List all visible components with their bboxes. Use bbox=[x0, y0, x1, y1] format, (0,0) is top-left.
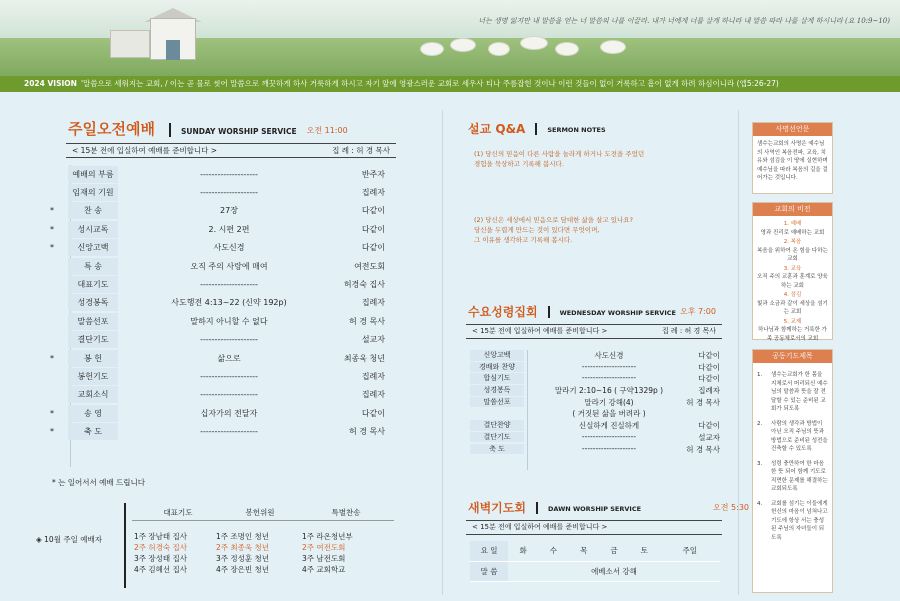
sheep-icon bbox=[420, 42, 444, 56]
column-divider bbox=[442, 110, 443, 595]
order-content: 사도신경 bbox=[594, 351, 624, 360]
order-label: 봉헌기도 bbox=[68, 368, 118, 385]
sheep-icon bbox=[520, 36, 548, 50]
sermon-title-row bbox=[468, 120, 606, 137]
order-leader: 다같이 bbox=[698, 421, 720, 431]
stand-mark: * bbox=[50, 243, 54, 253]
order-leader: 다같이 bbox=[698, 351, 720, 360]
question-line: (2) 당신은 세상에서 믿음으로 담대한 삶을 살고 있나요? bbox=[474, 216, 633, 224]
dawn-title: 새벽기도회 bbox=[468, 501, 526, 515]
prayer-item bbox=[757, 460, 828, 494]
order-label: 결단기도 bbox=[68, 331, 118, 348]
order-leader: 다같이 bbox=[698, 374, 720, 384]
mission-title: 사명선언문 bbox=[753, 123, 832, 136]
order-content: 말하지 아니할 수 없다 bbox=[190, 316, 268, 326]
order-label: 결단기도 bbox=[470, 432, 524, 443]
order-row bbox=[470, 362, 720, 374]
wednesday-presider: 집 례 : 허 경 목사 bbox=[661, 327, 716, 335]
wednesday-notice-bar bbox=[466, 324, 722, 339]
order-row bbox=[470, 432, 720, 444]
dawn-word-row bbox=[470, 561, 720, 581]
stand-mark: * bbox=[50, 427, 54, 437]
dawn-notice-bar bbox=[466, 520, 722, 535]
order-row bbox=[52, 275, 397, 293]
order-content: 2. 시편 2편 bbox=[208, 224, 250, 234]
order-row bbox=[52, 422, 397, 440]
order-row bbox=[52, 312, 397, 330]
sunday-order-list bbox=[52, 165, 397, 441]
order-content: 삶으로 bbox=[217, 353, 241, 363]
assign-cell: 3주 정성훈 청년 bbox=[216, 554, 270, 563]
dawn-day: 주일 bbox=[659, 541, 720, 561]
vision-text: '말씀으로 세워지는 교회, / 이는 곧 물로 씻어 말씀으로 깨끗하게 하사 거룩하게 하시고 자기 앞에 영광스러운 교회로 세우사 티나 주름잡힌 것이나 이런 것들이 없이 거룩하고 흠이 없게 하려 하심이니라 (엡5:26-27) bbox=[80, 79, 779, 88]
order-leader: 여전도회 bbox=[354, 261, 385, 271]
order-label: 말씀선포 bbox=[68, 313, 118, 330]
order-content: ( 거짓된 삶을 버려라 ) bbox=[572, 409, 646, 419]
order-row bbox=[470, 444, 720, 456]
order-leader: 최종욱 청년 bbox=[343, 353, 385, 363]
prayer-item-number: 4. bbox=[757, 500, 763, 507]
sunday-presider: 집 례 : 허 경 목사 bbox=[332, 146, 390, 155]
dawn-days-row bbox=[470, 541, 720, 561]
prayer-item-text: 샘수는교회가 한 몸을 지체로서 머리되신 예수님의 말씀과 뜻을 잘 전달할 수 있는 준비된 교회가 되도록 bbox=[771, 372, 828, 412]
order-leader: 반주자 bbox=[361, 169, 385, 179]
order-content: 말라기 강해(4) bbox=[584, 397, 634, 407]
header-banner bbox=[0, 0, 900, 76]
sunday-title: 주일오전예배 bbox=[68, 120, 155, 138]
dawn-day: 화 bbox=[508, 541, 538, 561]
prayer-card bbox=[752, 349, 833, 593]
order-row bbox=[470, 385, 720, 397]
assign-cell: 2주 여전도회 bbox=[302, 543, 346, 552]
order-leader: 다같이 bbox=[361, 224, 385, 234]
prayer-list bbox=[753, 363, 832, 552]
order-label: 신앙고백 bbox=[470, 350, 524, 361]
order-row bbox=[470, 373, 720, 385]
vision-card bbox=[752, 202, 833, 340]
order-label: 송 영 bbox=[68, 405, 118, 422]
order-content: -------------------- bbox=[200, 188, 258, 198]
order-row bbox=[52, 404, 397, 422]
assign-cell: 1주 장남태 집사 bbox=[134, 532, 188, 541]
dawn-day: 수 bbox=[538, 541, 568, 561]
sunday-title-row bbox=[68, 118, 348, 139]
question-line: 경험을 묵상하고 기록해 봅시다. bbox=[474, 160, 564, 168]
title-divider bbox=[169, 123, 171, 137]
assign-cell: 3주 장성태 집사 bbox=[134, 554, 188, 563]
order-content: -------------------- bbox=[581, 373, 637, 383]
sheep-icon bbox=[488, 42, 510, 56]
wednesday-title-en: WEDNESDAY WORSHIP SERVICE bbox=[559, 309, 676, 317]
prayer-item-number: 3. bbox=[757, 460, 763, 467]
assign-cell: 1주 라온청년부 bbox=[302, 532, 353, 541]
order-row bbox=[52, 331, 397, 349]
order-row bbox=[470, 420, 720, 432]
order-leader: 허 경 목사 bbox=[686, 444, 720, 454]
stand-footnote: * 는 일어서서 예배 드립니다 bbox=[52, 478, 145, 487]
assign-header: 대표기도 bbox=[163, 508, 193, 517]
order-label: 봉 헌 bbox=[68, 350, 118, 367]
dawn-notice: < 15분 전에 입실하여 예배를 준비합니다 > bbox=[472, 523, 608, 531]
sermon-title: 설교 Q&A bbox=[468, 122, 526, 136]
question-line: 당신을 두렵게 만드는 것이 있다면 무엇이며, bbox=[474, 226, 600, 234]
order-label: 말씀선포 bbox=[470, 397, 524, 408]
prayer-item bbox=[757, 420, 828, 454]
order-leader: 허 경 목사 bbox=[349, 427, 385, 437]
order-leader: 허 경 목사 bbox=[686, 397, 720, 407]
dawn-word: 에베소서 강해 bbox=[508, 561, 720, 581]
banner-building bbox=[110, 30, 150, 58]
order-row bbox=[470, 408, 720, 420]
vision-item-text: 복음을 위하여 온 힘을 다하는 교회 bbox=[757, 247, 828, 262]
dawn-title-row bbox=[468, 499, 749, 516]
prayer-title: 공동기도제목 bbox=[753, 350, 832, 363]
assign-header: 특별찬송 bbox=[331, 508, 361, 517]
wednesday-title-row bbox=[468, 303, 716, 320]
order-content: 사도신경 bbox=[213, 243, 245, 253]
order-content: -------------------- bbox=[581, 443, 637, 453]
title-divider bbox=[535, 123, 537, 135]
order-label: 대표기도 bbox=[68, 276, 118, 293]
vision-year: 2024 VISION bbox=[24, 79, 77, 88]
column-divider bbox=[738, 110, 739, 595]
order-row bbox=[52, 294, 397, 312]
order-content: 신실하게 진실하게 bbox=[578, 421, 640, 431]
sunday-notice: < 15분 전에 입실하여 예배를 준비합니다 > bbox=[72, 146, 218, 155]
order-content: -------------------- bbox=[581, 361, 637, 371]
wednesday-order-list bbox=[470, 350, 720, 455]
prayer-item-text: 사람의 생각과 방법이 아닌 오직 주님의 뜻과 방법으로 준비된 성전을 건축할 수 있도록 bbox=[771, 420, 828, 452]
order-leader: 설교자 bbox=[361, 335, 385, 345]
prayer-item bbox=[757, 371, 828, 414]
assign-cell: 4주 장은빈 청년 bbox=[216, 565, 270, 574]
prayer-item-text: 교회를 섬기는 이들에게 헌신의 마음이 넘쳐나고 기도에 항상 서는 충성된 주님의 자녀들이 되도록 bbox=[771, 500, 828, 541]
dawn-day-label: 요 일 bbox=[470, 541, 508, 561]
prayer-item-number: 2. bbox=[757, 420, 763, 427]
dawn-day: 목 bbox=[569, 541, 599, 561]
order-leader: 집례자 bbox=[361, 390, 385, 400]
sermon-title-en: SERMON NOTES bbox=[547, 126, 606, 134]
dawn-schedule-table bbox=[470, 541, 720, 582]
order-leader: 다같이 bbox=[361, 206, 385, 216]
order-content: -------------------- bbox=[200, 427, 258, 437]
order-row bbox=[52, 367, 397, 385]
order-label: 신앙고백 bbox=[68, 239, 118, 256]
dawn-title-en: DAWN WORSHIP SERVICE bbox=[547, 505, 642, 513]
dawn-day: 금 bbox=[599, 541, 629, 561]
order-label: 경배와 찬양 bbox=[470, 362, 524, 373]
stand-mark: * bbox=[50, 206, 54, 216]
order-content: 사도행전 4:13~22 (신약 192p) bbox=[171, 298, 287, 308]
stand-mark: * bbox=[50, 353, 54, 363]
sunday-time: 오전 11:00 bbox=[306, 126, 348, 135]
order-row bbox=[52, 220, 397, 238]
order-row bbox=[52, 165, 397, 183]
order-content: 27장 bbox=[220, 206, 238, 216]
order-label: 축 도 bbox=[68, 423, 118, 440]
order-label: 성경봉독 bbox=[470, 385, 524, 396]
order-leader: 허경숙 집사 bbox=[343, 280, 385, 290]
order-leader: 다같이 bbox=[361, 243, 385, 253]
order-leader: 설교자 bbox=[698, 432, 720, 442]
vision-title: 교회의 비전 bbox=[753, 203, 832, 216]
wednesday-title: 수요성령집회 bbox=[468, 305, 538, 319]
order-row bbox=[52, 257, 397, 275]
order-row bbox=[470, 350, 720, 362]
order-label: 특 송 bbox=[68, 258, 118, 275]
assign-cell: 4주 김혜선 집사 bbox=[134, 565, 188, 574]
order-row bbox=[470, 397, 720, 409]
prayer-item bbox=[757, 500, 828, 543]
vision-item-text: 영과 진리로 예배하는 교회 bbox=[760, 229, 825, 236]
assign-cell: 2주 허경숙 집사 bbox=[134, 543, 188, 552]
wednesday-notice: < 15분 전에 입실하여 예배를 준비합니다 > bbox=[472, 327, 608, 335]
assign-cell: 3주 남전도회 bbox=[302, 554, 346, 563]
vision-item-number: 3. 교육 bbox=[783, 265, 802, 272]
order-label: 찬 송 bbox=[68, 202, 118, 219]
prayer-item-text: 성령 충만하여 한 마음 한 뜻 되어 함께 기도로 직면한 문제를 해결하는 교회되도록 bbox=[771, 460, 828, 492]
order-content: -------------------- bbox=[581, 431, 637, 441]
title-divider bbox=[536, 502, 538, 514]
assignments-label: ◈ 10월 주일 예배자 bbox=[36, 535, 102, 544]
order-content: -------------------- bbox=[200, 371, 258, 381]
assignments-table bbox=[124, 503, 396, 588]
order-leader: 집례자 bbox=[698, 386, 720, 396]
order-content: -------------------- bbox=[200, 390, 258, 400]
order-row bbox=[52, 386, 397, 404]
order-content: -------------------- bbox=[200, 280, 258, 290]
order-leader: 집례자 bbox=[361, 298, 385, 308]
order-content: -------------------- bbox=[200, 335, 258, 345]
mission-card bbox=[752, 122, 833, 194]
order-label: 임재의 기원 bbox=[68, 184, 118, 201]
assign-header: 봉헌위원 bbox=[245, 508, 275, 517]
order-label: 성경봉독 bbox=[68, 294, 118, 311]
vision-item-number: 1. 예배 bbox=[783, 221, 802, 227]
sermon-question-2 bbox=[474, 215, 633, 245]
order-row bbox=[52, 239, 397, 257]
order-label: 합심기도 bbox=[470, 373, 524, 384]
assign-cell: 4주 교회학교 bbox=[302, 565, 346, 574]
vision-list bbox=[753, 216, 832, 348]
prayer-item-number: 1. bbox=[757, 372, 763, 378]
assign-cell: 2주 최종욱 청년 bbox=[216, 543, 270, 552]
dawn-day: 토 bbox=[629, 541, 659, 561]
sunday-notice-bar bbox=[66, 143, 396, 158]
mission-text: 샘수는교회의 사명은 예수님의 사역인 복음전파, 교육, 치유와 섬김을 이 땅에 실현하며 예수님을 따라 복음의 길을 걸어가는 것입니다. bbox=[757, 141, 828, 181]
order-content: 십자가의 전달자 bbox=[200, 408, 258, 418]
stand-mark: * bbox=[50, 224, 54, 234]
order-leader: 다같이 bbox=[361, 408, 385, 418]
dawn-word-label: 말 씀 bbox=[470, 561, 508, 581]
question-line: 그 이유를 생각하고 기록해 봅시다. bbox=[474, 236, 573, 244]
sermon-question-1 bbox=[474, 149, 644, 169]
vision-item-number: 4. 섬김 bbox=[783, 292, 802, 298]
order-row bbox=[52, 183, 397, 201]
order-leader: 허 경 목사 bbox=[349, 316, 385, 326]
assign-cell: 1주 조명인 청년 bbox=[216, 532, 270, 541]
order-label: 교회소식 bbox=[68, 386, 118, 403]
sheep-icon bbox=[555, 42, 579, 56]
stand-mark: * bbox=[50, 408, 54, 418]
vision-item-number: 2. 복음 bbox=[783, 239, 802, 245]
vision-item-text: 빛과 소금과 같이 세상을 섬기는 교회 bbox=[757, 300, 828, 315]
sunday-title-en: SUNDAY WORSHIP SERVICE bbox=[180, 127, 297, 136]
title-divider bbox=[548, 306, 550, 318]
vision-strip bbox=[0, 76, 900, 92]
order-label: 축 도 bbox=[470, 444, 524, 455]
order-label: 예배의 부름 bbox=[68, 166, 118, 183]
church-door-icon bbox=[166, 40, 180, 60]
order-content: -------------------- bbox=[200, 169, 258, 179]
banner-verse: 너는 생명 잃지만 내 말씀을 얻는 너 말씀의 나를 이끌라. 내가 너에게 너를 살게 하니라 내 말씀 따라 나를 살게 하시니라 (요 10:9~10) bbox=[478, 17, 890, 25]
sheep-icon bbox=[600, 40, 626, 54]
vision-item-text: 하나님과 함께하는 거룩한 가족 공동체로서의 교회 bbox=[757, 327, 827, 342]
vision-item-number: 5. 교제 bbox=[783, 318, 802, 325]
order-row bbox=[52, 349, 397, 367]
order-label: 결단찬양 bbox=[470, 420, 524, 431]
sheep-icon bbox=[450, 38, 476, 52]
assign-header-divider bbox=[132, 520, 394, 521]
order-content: 오직 주의 사랑에 매여 bbox=[190, 261, 268, 271]
order-leader: 집례자 bbox=[361, 371, 385, 381]
order-leader: 집례자 bbox=[361, 188, 385, 198]
question-line: (1) 당신의 믿음이 다른 사람을 놀라게 하거나 도전을 주었던 bbox=[474, 150, 645, 158]
order-content: 말라기 2:10~16 ( 구약1329p ) bbox=[554, 386, 664, 396]
vision-item-text: 오직 주의 교훈과 훈계로 양육하는 교회 bbox=[757, 274, 828, 289]
order-label: 성시교독 bbox=[68, 221, 118, 238]
order-leader: 다같이 bbox=[698, 362, 720, 372]
order-row bbox=[52, 202, 397, 220]
dawn-time: 오전 5:30 bbox=[713, 503, 749, 512]
wednesday-time: 오후 7:00 bbox=[679, 307, 716, 316]
